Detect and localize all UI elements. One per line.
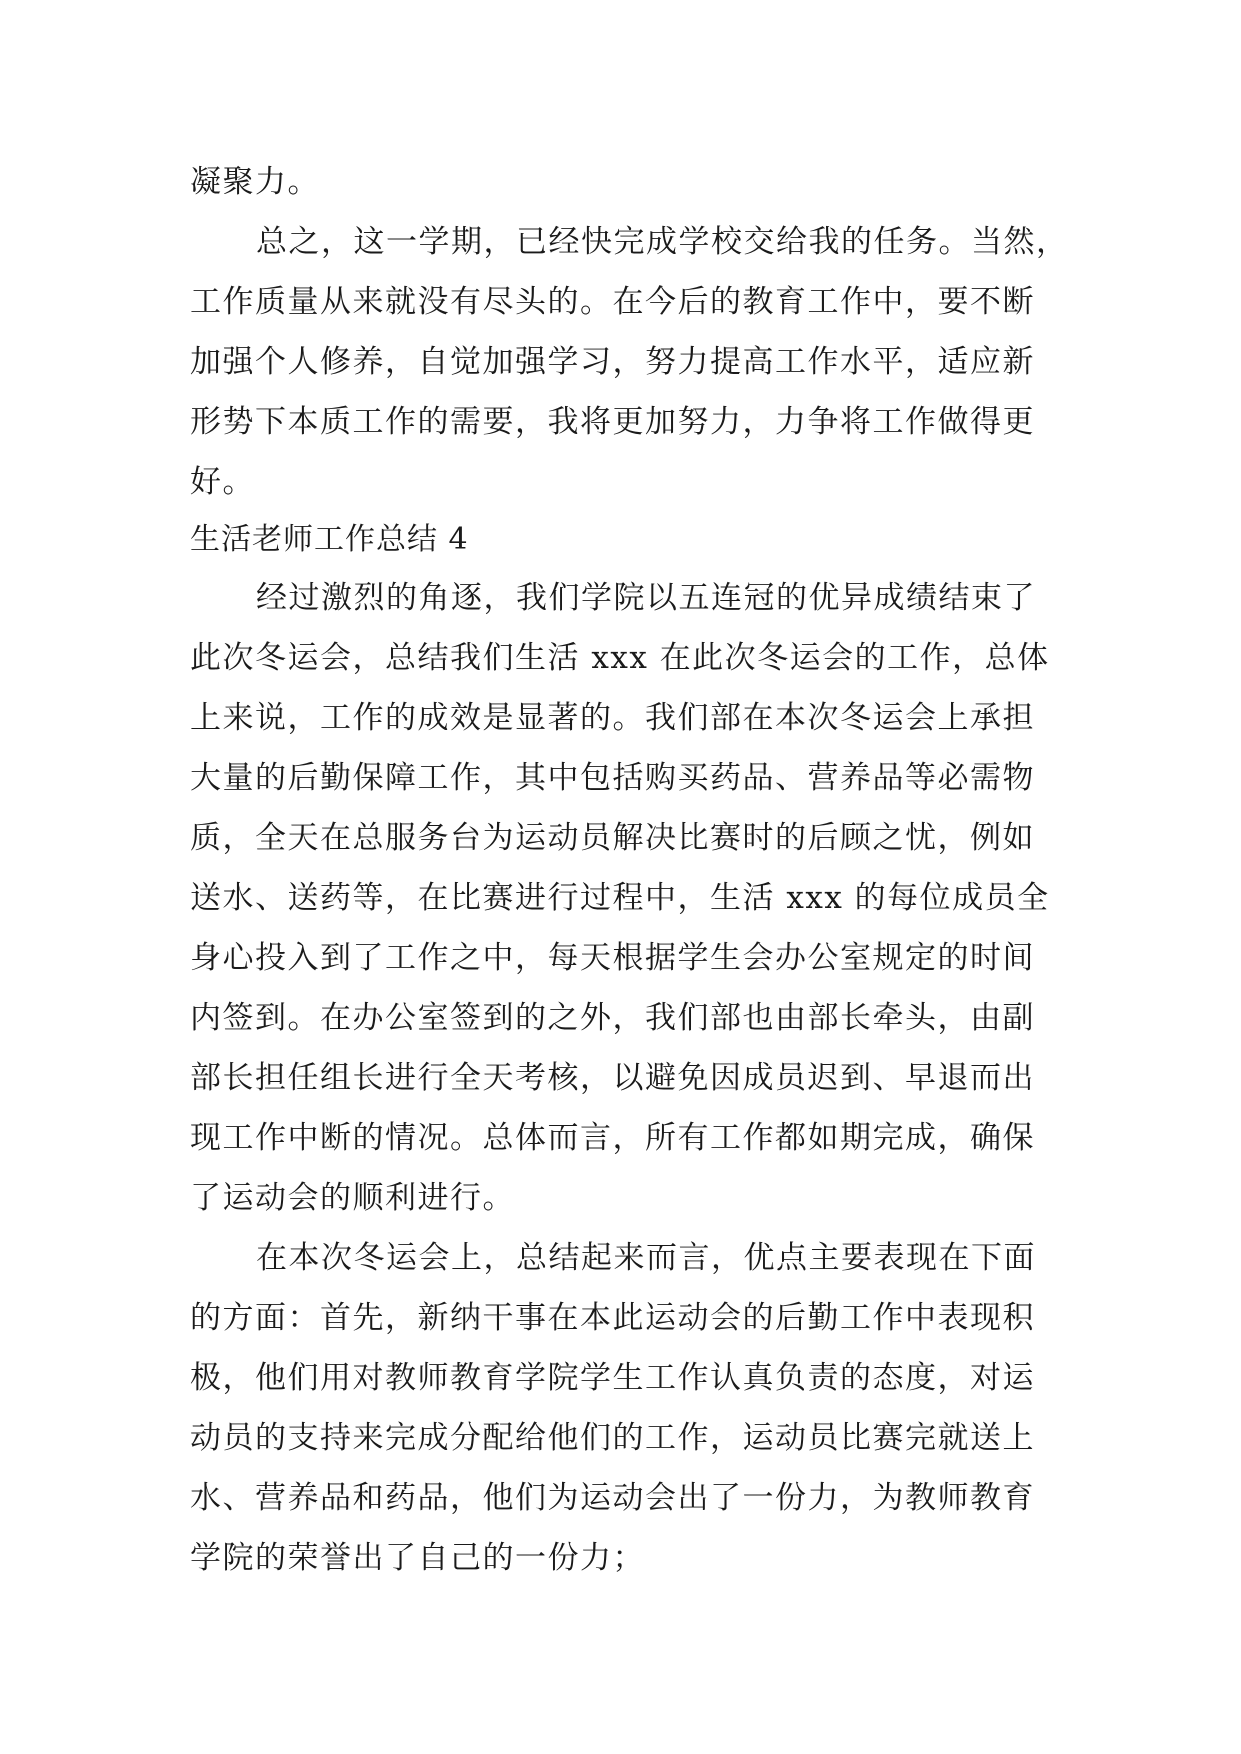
text-line: 质，全天在总服务台为运动员解决比赛时的后顾之忧，例如 — [190, 820, 1035, 856]
text-line: 送水、送药等，在比赛进行过程中，生活 xxx 的每位成员全 — [190, 880, 1050, 916]
paragraph-conclusion — [190, 212, 1069, 512]
text-line: 现工作中断的情况。总体而言，所有工作都如期完成，确保 — [190, 1120, 1035, 1156]
text-line: 水、营养品和药品，他们为运动会出了一份力，为教师教育 — [190, 1480, 1035, 1516]
text-line: 此次冬运会，总结我们生活 xxx 在此次冬运会的工作，总体 — [190, 640, 1050, 676]
text-line: 身心投入到了工作之中，每天根据学生会办公室规定的时间 — [190, 940, 1035, 976]
text-line: 工作质量从来就没有尽头的。在今后的教育工作中，要不断 — [190, 284, 1035, 320]
paragraph-continuation — [190, 152, 1050, 212]
text-line: 在本次冬运会上，总结起来而言，优点主要表现在下面 — [256, 1240, 1036, 1276]
paragraph-strengths — [190, 1228, 1050, 1588]
text-line: 经过激烈的角逐，我们学院以五连冠的优异成绩结束了 — [256, 580, 1036, 616]
text-line: 了运动会的顺利进行。 — [190, 1180, 515, 1216]
document-page — [190, 152, 1069, 1588]
text-line: 学院的荣誉出了自己的一份力； — [190, 1540, 645, 1576]
text-line: 部长担任组长进行全天考核，以避免因成员迟到、早退而出 — [190, 1060, 1035, 1096]
text-line: 好。 — [190, 464, 255, 500]
text-line: 总之，这一学期，已经快完成学校交给我的任务。当然， — [256, 224, 1069, 260]
text-line: 的方面：首先，新纳干事在本此运动会的后勤工作中表现积 — [190, 1300, 1035, 1336]
text-line: 动员的支持来完成分配给他们的工作，运动员比赛完就送上 — [190, 1420, 1035, 1456]
section-heading: 生活老师工作总结 4 — [190, 522, 469, 557]
text-line: 极，他们用对教师教育学院学生工作认真负责的态度，对运 — [190, 1360, 1035, 1396]
text-line: 形势下本质工作的需要，我将更加努力，力争将工作做得更 — [190, 404, 1035, 440]
text-line: 加强个人修养，自觉加强学习，努力提高工作水平，适应新 — [190, 344, 1035, 380]
text-line: 凝聚力。 — [190, 164, 320, 200]
text-line: 内签到。在办公室签到的之外，我们部也由部长牵头，由副 — [190, 1000, 1035, 1036]
text-line: 上来说，工作的成效是显著的。我们部在本次冬运会上承担 — [190, 700, 1035, 736]
text-line: 大量的后勤保障工作，其中包括购买药品、营养品等必需物 — [190, 760, 1035, 796]
paragraph-winter-games — [190, 568, 1050, 1228]
